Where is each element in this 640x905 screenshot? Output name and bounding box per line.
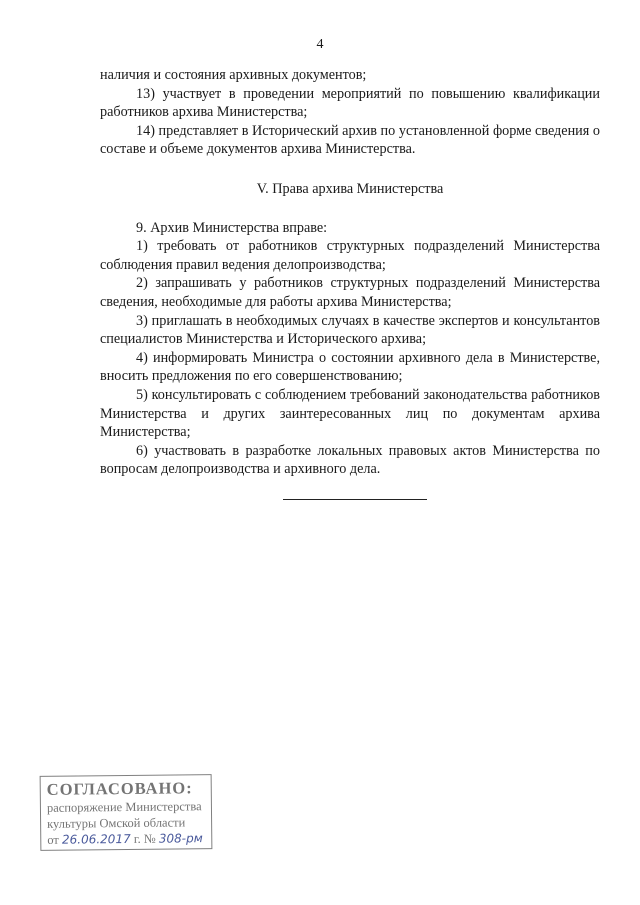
stamp-number-prefix: г. № <box>133 831 156 846</box>
paragraph-right-2: 2) запрашивать у работников структурных подразделений Министерства сведения, необходимые для работы архива Министерства; <box>100 275 600 310</box>
paragraph-item-14: 14) представляет в Исторический архив по установленной форме сведения о составе и объеме документов архива Министерства. <box>100 122 600 158</box>
approval-stamp <box>40 774 213 851</box>
paragraph-continuation: наличия и состояния архивных документов; <box>100 67 367 83</box>
stamp-number-handwritten: 308-рм <box>158 831 203 846</box>
paragraph-item-13: 13) участвует в проведении мероприятий по повышению квалификации работников архива Министерства; <box>100 85 600 121</box>
stamp-line-date <box>47 831 203 848</box>
paragraph-clause-9: 9. Архив Министерства вправе: <box>136 219 328 236</box>
stamp-line-order: распоряжение Министерства <box>46 799 202 815</box>
document-body <box>100 66 600 479</box>
section-heading: V. Права архива Министерства <box>256 180 444 197</box>
stamp-title: СОГЛАСОВАНО: <box>46 778 193 799</box>
paragraph-right-6: 6) участвовать в разработке локальных правовых актов Министерства по вопросам делопроизводства и архивного дела. <box>100 442 600 478</box>
stamp-line-ministry: культуры Омской области <box>47 815 186 831</box>
paragraph-right-1: 1) требовать от работников структурных подразделений Министерства соблюдения правил ведения делопроизводства; <box>100 238 600 273</box>
paragraph-right-4: 4) информировать Министра о состоянии архивного дела в Министерстве, вносить предложения по его совершенствованию; <box>100 349 600 385</box>
stamp-date-prefix: от <box>47 832 59 847</box>
page-number: 4 <box>316 37 324 52</box>
stamp-date-handwritten: 26.06.2017 <box>61 831 131 847</box>
paragraph-right-5: 5) консультировать с соблюдением требований законодательства работников Министерства и других заинтересованных лиц по документам архива Министерства; <box>100 386 600 441</box>
paragraph-right-3: 3) приглашать в необходимых случаях в качестве экспертов и консультантов специалистов Министерства и Исторического архива; <box>100 312 600 348</box>
end-of-document-rule <box>283 499 427 500</box>
